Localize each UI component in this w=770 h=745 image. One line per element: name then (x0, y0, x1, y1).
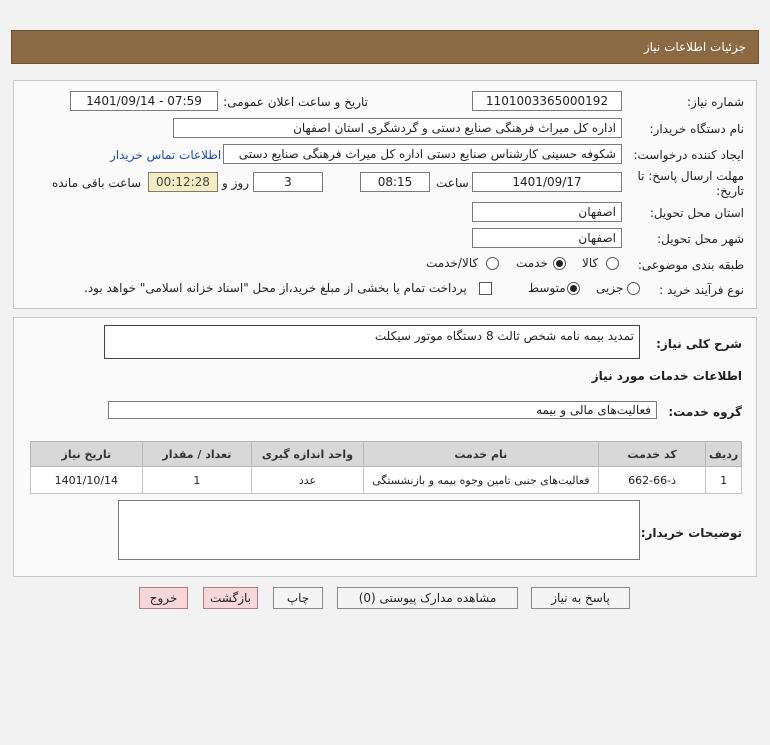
services-heading: اطلاعات خدمات مورد نیاز (591, 369, 742, 383)
province-label: استان محل تحویل: (649, 206, 744, 220)
table-row (31, 467, 742, 494)
col-service-name: نام خدمت (363, 442, 598, 467)
deadline-time-field: 08:15 (360, 172, 430, 192)
summary-field: تمدید بیمه نامه شخص ثالث 8 دستگاه موتور سیکلت (104, 325, 640, 359)
cell-need-date: 1401/10/14 (31, 467, 143, 494)
buyer-notes-label: توضیحات خریدار: (640, 526, 742, 540)
announce-label: تاریخ و ساعت اعلان عمومی: (223, 95, 368, 109)
col-service-code: کد خدمت (598, 442, 705, 467)
days-label: روز و (222, 176, 249, 190)
deadline-date-label: تاریخ: (716, 184, 744, 198)
buyer-org-field: اداره کل میراث فرهنگی صنایع دستی و گردشگری استان اصفهان (173, 118, 622, 138)
remaining-time-field: 00:12:28 (148, 172, 218, 192)
back-button[interactable]: بازگشت (203, 587, 258, 609)
category-goods-radio[interactable] (606, 257, 619, 270)
cell-row-number: 1 (706, 467, 742, 494)
deadline-label: مهلت ارسال پاسخ: تا (637, 169, 744, 183)
category-goods-service-radio[interactable] (486, 257, 499, 270)
buyer-notes-field (118, 500, 640, 560)
treasury-payment-checkbox[interactable] (479, 282, 492, 295)
need-number-label: شماره نیاز: (687, 95, 744, 109)
cell-unit: عدد (252, 467, 364, 494)
category-goods-label: کالا (582, 256, 599, 270)
buyer-contact-link[interactable]: اطلاعات تماس خریدار (110, 148, 222, 162)
cell-service-name: فعالیت‌های جنبی تامین وجوه بیمه و بازنشستگی (363, 467, 598, 494)
days-field: 3 (253, 172, 323, 192)
category-service-label: خدمت (516, 256, 548, 270)
col-unit: واحد اندازه گیری (252, 442, 364, 467)
deadline-date-field: 1401/09/17 (472, 172, 622, 192)
treasury-payment-note: پرداخت تمام یا بخشی از مبلغ خرید،از محل "اسناد خزانه اسلامی" خواهد بود. (84, 281, 467, 295)
col-row-number: ردیف (706, 442, 742, 467)
creator-label: ایجاد کننده درخواست: (633, 148, 744, 162)
category-label: طبقه بندی موضوعی: (637, 258, 744, 272)
exit-button[interactable]: خروج (139, 587, 188, 609)
announce-field: 1401/09/14 - 07:59 (70, 91, 218, 111)
services-table (30, 441, 742, 494)
category-service-radio[interactable] (553, 257, 566, 270)
city-label: شهر محل تحویل: (657, 232, 744, 246)
process-minor-radio[interactable] (627, 282, 640, 295)
buyer-org-label: نام دستگاه خریدار: (649, 122, 744, 136)
cell-service-code: ذ-66-662 (598, 467, 705, 494)
col-need-date: تاریخ نیاز (31, 442, 143, 467)
view-attachments-button[interactable]: مشاهده مدارک پیوستی (0) (337, 587, 518, 609)
cell-quantity: 1 (142, 467, 251, 494)
page-header (11, 30, 759, 64)
service-group-field: فعالیت‌های مالی و بیمه (108, 401, 657, 419)
col-quantity: تعداد / مقدار (142, 442, 251, 467)
reply-button[interactable]: پاسخ به نیاز (531, 587, 630, 609)
page-title: جزئیات اطلاعات نیاز (643, 40, 746, 54)
need-info-panel (13, 80, 757, 309)
need-number-field: 1101003365000192 (472, 91, 622, 111)
service-group-label: گروه خدمت: (668, 405, 742, 419)
remaining-label: ساعت باقی مانده (52, 176, 142, 190)
deadline-time-label: ساعت (436, 176, 469, 190)
print-button[interactable]: چاپ (273, 587, 323, 609)
creator-field: شکوفه حسینی کارشناس صنایع دستی اداره کل میراث فرهنگی صنایع دستی (223, 144, 622, 164)
process-minor-label: جزیی (596, 281, 624, 295)
process-medium-radio[interactable] (567, 282, 580, 295)
category-goods-service-label: کالا/خدمت (426, 256, 479, 270)
province-field: اصفهان (472, 202, 622, 222)
table-header-row (31, 442, 742, 467)
process-label: نوع فرآیند خرید : (659, 283, 744, 297)
city-field: اصفهان (472, 228, 622, 248)
process-medium-label: متوسط (528, 281, 566, 295)
summary-label: شرح کلی نیاز: (656, 337, 742, 351)
